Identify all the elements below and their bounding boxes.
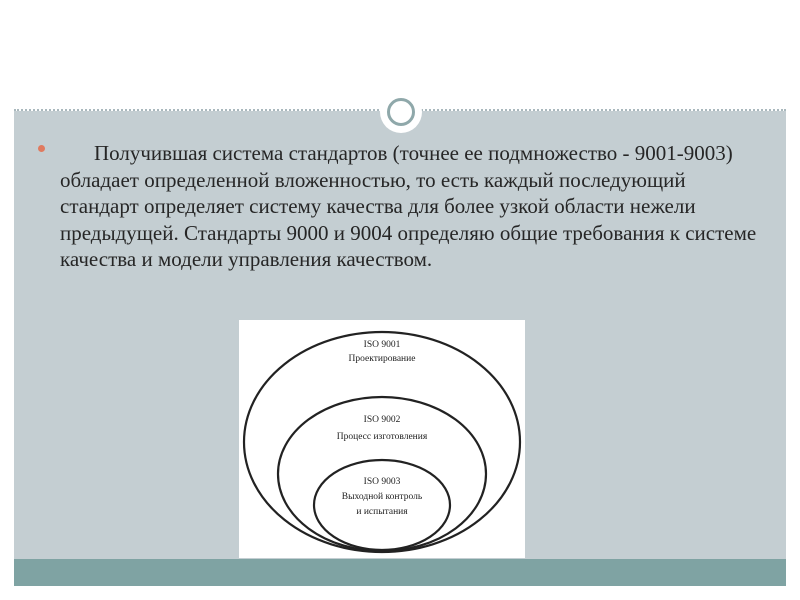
outer-ellipse: [244, 332, 520, 552]
iso-9002-label: ISO 9002: [363, 415, 401, 425]
bullet-icon: [38, 145, 45, 152]
iso-9003-name-line1: Выходной контроль: [341, 492, 423, 502]
body-paragraph: Получившая система стандартов (точнее ее подмножество - 9001-9003) обладает определенной вложенностью, то есть каждый последующий стандарт определяет систему качества для более узкой области нежели предыдущей. Стандарты 9000 и 9004 определяю общие требования к системе качества и модели управления качеством.: [60, 141, 757, 271]
iso-9002-name: Процесс изготовления: [336, 432, 428, 442]
iso-9001-label: ISO 9001: [363, 340, 401, 350]
iso-9003-label: ISO 9003: [363, 477, 401, 487]
ring-icon: [380, 91, 422, 133]
bottom-bar: [14, 559, 786, 586]
diagram-svg: [239, 320, 525, 558]
iso-9001-name: Проектирование: [348, 354, 416, 364]
iso-9003-name-line2: и испытания: [356, 507, 408, 517]
nested-standards-diagram: [239, 320, 525, 558]
inner-ellipse: [314, 460, 450, 550]
